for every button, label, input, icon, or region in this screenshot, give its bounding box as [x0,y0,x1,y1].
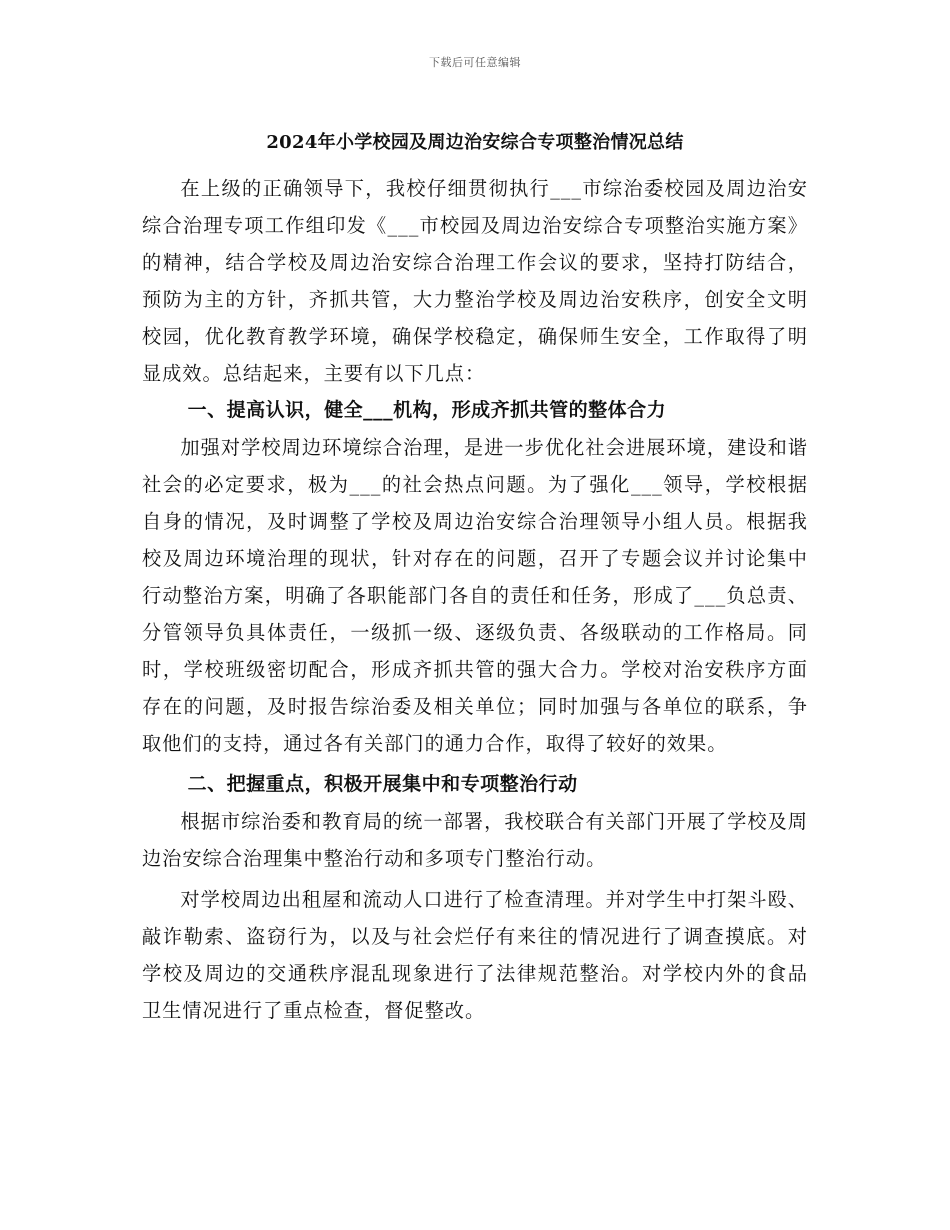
section-2-paragraph-2: 对学校周边出租屋和流动人口进行了检查清理。并对学生中打架斗殴、敲诈勒索、盗窃行为，以及与社会烂仔有来往的情况进行了调查摸底。对学校及周边的交通秩序混乱现象进行了法律规范整治。对学校内外的食品卫生情况进行了重点检查，督促整改。 [142,888,808,1022]
section-1-heading: 一、提高认识，健全___机构，形成齐抓共管的整体合力 [187,399,667,421]
header-note: 下载后可任意编辑 [429,56,521,69]
section-2-heading: 二、把握重点，积极开展集中和专项整治行动 [187,773,578,795]
intro-paragraph: 在上级的正确领导下，我校仔细贯彻执行___市综治委校园及周边治安综合治理专项工作组印发《___市校园及周边治安综合专项整治实施方案》的精神，结合学校及周边治安综合治理工作会议的要求，坚持打防结合，预防为主的方针，齐抓共管，大力整治学校及周边治安秩序，创安全文明校园，优化教育教学环境，确保学校稳定，确保师生安全，工作取得了明显成效。总结起来，主要有以下几点： [142,177,808,385]
document-body [142,170,808,1029]
document-title: 2024年小学校园及周边治安综合专项整治情况总结 [266,132,684,153]
section-1-paragraph: 加强对学校周边环境综合治理，是进一步优化社会进展环境，建设和谐社会的必定要求，极为___的社会热点问题。为了强化___领导，学校根据自身的情况，及时调整了学校及周边治安综合治理领导小组人员。根据我校及周边环境治理的现状，针对存在的问题，召开了专题会议并讨论集中行动整治方案，明确了各职能部门各自的责任和任务，形成了___负总责、分管领导负具体责任，一级抓一级、逐级负责、各级联动的工作格局。同时，学校班级密切配合，形成齐抓共管的强大合力。学校对治安秩序方面存在的问题，及时报告综治委及相关单位；同时加强与各单位的联系，争取他们的支持，通过各有关部门的通力合作，取得了较好的效果。 [142,436,808,755]
section-2-paragraph-1: 根据市综治委和教育局的统一部署，我校联合有关部门开展了学校及周边治安综合治理集中整治行动和多项专门整治行动。 [142,810,808,870]
